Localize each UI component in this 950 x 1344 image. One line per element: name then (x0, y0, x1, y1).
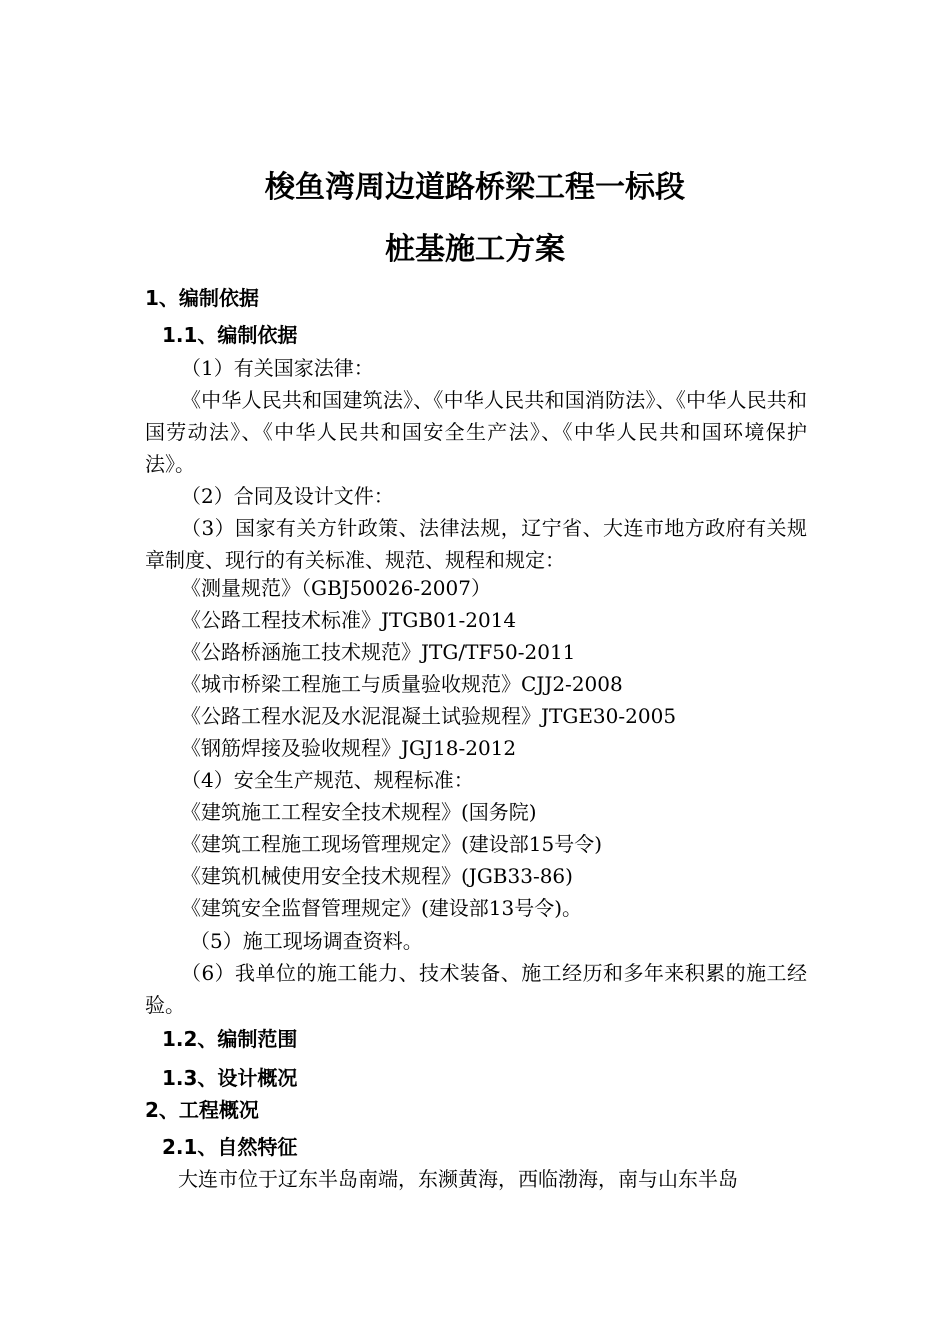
natural-features-paragraph: 大连市位于辽东半岛南端，东濒黄海，西临渤海，南与山东半岛 (178, 1167, 738, 1191)
subsection-heading-2-1: 2.1、自然特征 (162, 1135, 298, 1159)
standard-item: 《城市桥梁工程施工与质量验收规范》CJJ2-2008 (181, 672, 623, 696)
item-5-label: （5）施工现场调查资料。 (190, 929, 423, 953)
standard-item: 《钢筋焊接及验收规程》JGJ18-2012 (181, 736, 517, 760)
item-4-label: （4）安全生产规范、规程标准： (181, 768, 474, 792)
item-1-label: （1）有关国家法律： (181, 356, 374, 380)
subsection-heading-1-1: 1.1、编制依据 (162, 323, 298, 347)
standard-item: 《公路桥涵施工技术规范》JTG/TF50-2011 (181, 640, 576, 664)
safety-item: 《建筑安全监督管理规定》(建设部13号令)。 (181, 896, 583, 920)
item-3-paragraph: （3）国家有关方针政策、法律法规，辽宁省、大连市地方政府有关规章制度、现行的有关标准、规范、规程和规定： (145, 516, 807, 572)
subsection-heading-1-2: 1.2、编制范围 (162, 1027, 298, 1051)
item-6-paragraph: （6）我单位的施工能力、技术装备、施工经历和多年来积累的施工经验。 (145, 961, 807, 1017)
item-2-label: （2）合同及设计文件： (181, 484, 394, 508)
safety-item: 《建筑机械使用安全技术规程》(JGB33-86) (181, 864, 573, 888)
subsection-heading-1-3: 1.3、设计概况 (162, 1066, 298, 1090)
standard-item: 《测量规范》（GBJ50026-2007） (181, 576, 491, 600)
standard-item: 《公路工程技术标准》JTGB01-2014 (181, 608, 517, 632)
document-title-line1: 梭鱼湾周边道路桥梁工程一标段 (265, 170, 685, 205)
section-heading-2: 2、工程概况 (145, 1098, 259, 1122)
document-title-line2: 桩基施工方案 (385, 232, 565, 267)
safety-item: 《建筑工程施工现场管理规定》(建设部15号令) (181, 832, 603, 856)
section-heading-1: 1、编制依据 (145, 286, 259, 310)
item-1-laws-paragraph: 《中华人民共和国建筑法》、《中华人民共和国消防法》、《中华人民共和国劳动法》、《中华人民共和国安全生产法》、《中华人民共和国环境保护法》。 (145, 388, 807, 476)
standard-item: 《公路工程水泥及水泥混凝土试验规程》JTGE30-2005 (181, 704, 677, 728)
safety-item: 《建筑施工工程安全技术规程》(国务院) (181, 800, 537, 824)
